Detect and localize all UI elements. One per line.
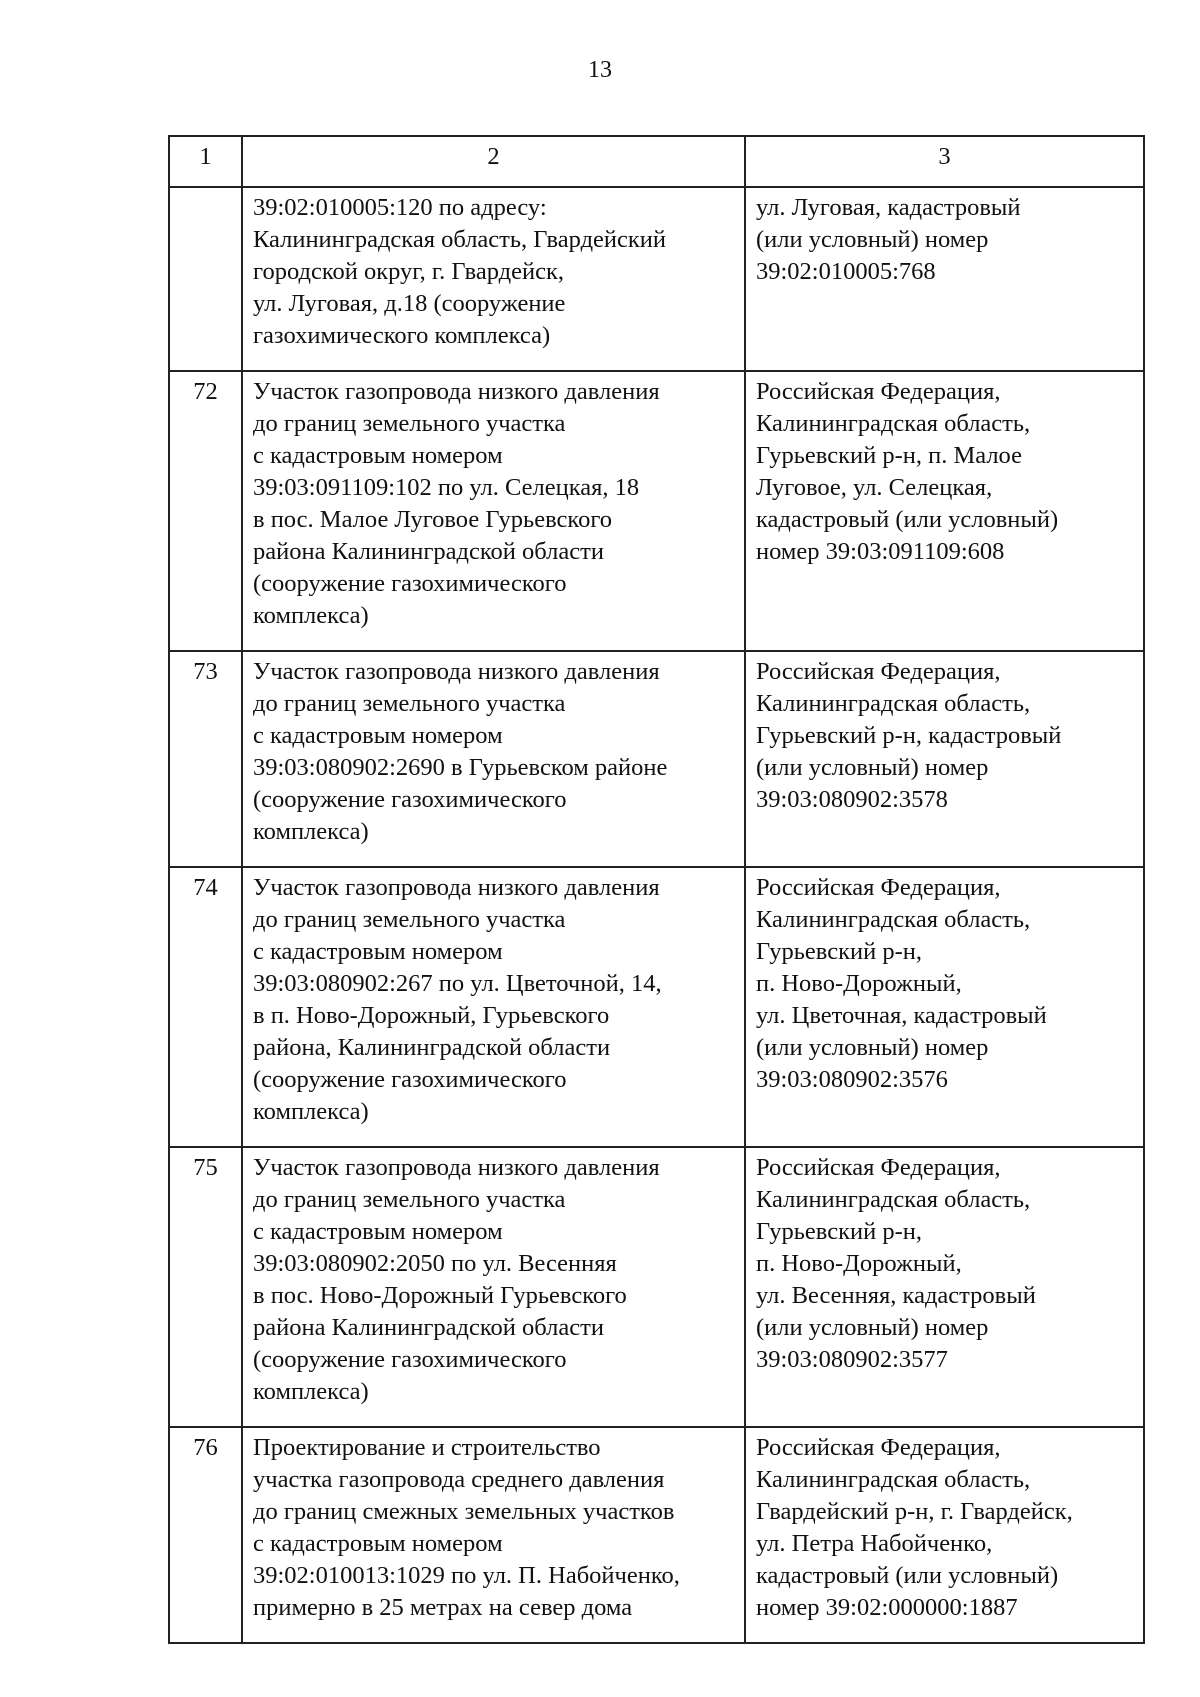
registry-table [168, 135, 1145, 1644]
header-col-2: 2 [242, 136, 745, 187]
table-row [169, 1427, 1144, 1643]
location-text: Российская Федерация, Калининградская область, Гурьевский р-н, п. Малое Луговое, ул. Селецкая, кадастровый (или условный) номер 39:03:091109:608 [756, 378, 1059, 565]
row-number: 75 [169, 1147, 242, 1427]
table-header-row [169, 136, 1144, 187]
location-description [745, 867, 1144, 1147]
location-description [745, 187, 1144, 371]
row-number [169, 187, 242, 371]
location-text: Российская Федерация, Калининградская область, Гурьевский р-н, кадастровый (или условный) номер 39:03:080902:3578 [756, 658, 1062, 813]
location-description [745, 1147, 1144, 1427]
page-number: 13 [588, 57, 612, 83]
object-text: Участок газопровода низкого давления до границ земельного участка с кадастровым номером 39:03:091109:102 по ул. Селецкая, 18 в пос. Малое Луговое Гурьевского района Калининградской области (сооружение газохимического комплекса) [253, 378, 660, 629]
object-text: Проектирование и строительство участка газопровода среднего давления до границ смежных земельных участков с кадастровым номером 39:02:010013:1029 по ул. П. Набойченко, примерно в 25 метрах на север дома [253, 1434, 680, 1621]
header-col-3: 3 [745, 136, 1144, 187]
location-text: Российская Федерация, Калининградская область, Гвардейский р-н, г. Гвардейск, ул. Петра Набойченко, кадастровый (или условный) номер 39:02:000000:1887 [756, 1434, 1073, 1621]
location-description [745, 371, 1144, 651]
object-description [242, 1427, 745, 1643]
object-text: 39:02:010005:120 по адресу: Калининградская область, Гвардейский городской округ, г. Гвардейск, ул. Луговая, д.18 (сооружение газохимического комплекса) [253, 194, 667, 349]
object-text: Участок газопровода низкого давления до границ земельного участка с кадастровым номером 39:03:080902:2690 в Гурьевском районе (сооружение газохимического комплекса) [253, 658, 668, 845]
location-text: ул. Луговая, кадастровый (или условный) номер 39:02:010005:768 [756, 194, 1021, 285]
location-text: Российская Федерация, Калининградская область, Гурьевский р-н, п. Ново-Дорожный, ул. Цветочная, кадастровый (или условный) номер 39:03:080902:3576 [756, 874, 1047, 1093]
row-number: 74 [169, 867, 242, 1147]
table-row [169, 651, 1144, 867]
object-description [242, 371, 745, 651]
table-row [169, 867, 1144, 1147]
table-row [169, 371, 1144, 651]
row-number: 72 [169, 371, 242, 651]
row-number: 76 [169, 1427, 242, 1643]
row-number: 73 [169, 651, 242, 867]
object-description [242, 1147, 745, 1427]
location-text: Российская Федерация, Калининградская область, Гурьевский р-н, п. Ново-Дорожный, ул. Весенняя, кадастровый (или условный) номер 39:03:080902:3577 [756, 1154, 1036, 1373]
object-description [242, 651, 745, 867]
table-row [169, 187, 1144, 371]
location-description [745, 1427, 1144, 1643]
object-text: Участок газопровода низкого давления до границ земельного участка с кадастровым номером 39:03:080902:2050 по ул. Весенняя в пос. Ново-Дорожный Гурьевского района Калининградской области (сооружение газохимического комплекса) [253, 1154, 660, 1405]
header-col-1: 1 [169, 136, 242, 187]
object-description [242, 867, 745, 1147]
table-row [169, 1147, 1144, 1427]
location-description [745, 651, 1144, 867]
object-text: Участок газопровода низкого давления до границ земельного участка с кадастровым номером 39:03:080902:267 по ул. Цветочной, 14, в п. Ново-Дорожный, Гурьевского района, Калининградской области (сооружение газохимического комплекса) [253, 874, 662, 1125]
object-description [242, 187, 745, 371]
